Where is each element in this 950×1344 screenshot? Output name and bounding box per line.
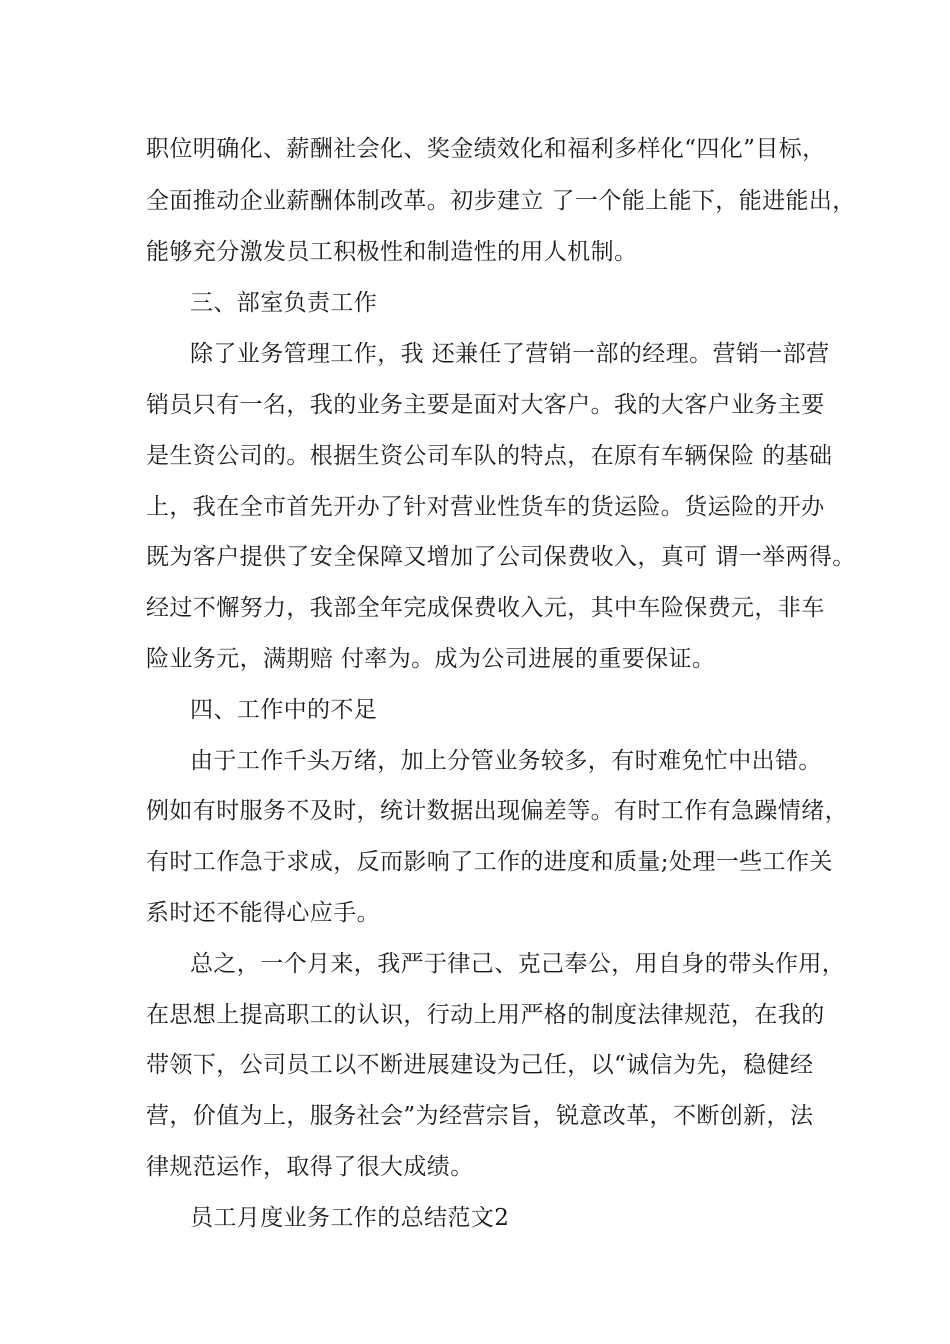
body-line: 有时工作急于求成，反而影响了工作的进度和质量;处理一些工作关 <box>146 849 833 875</box>
body-line: 例如有时服务不及时，统计数据出现偏差等。有时工作有急躁情绪， <box>146 798 848 824</box>
body-line: 险业务元，满期赔 付率为。成为公司进展的重要保证。 <box>146 646 716 672</box>
body-line: 经过不懈努力，我部全年完成保费收入元，其中车险保费元，非车 <box>146 595 825 621</box>
section-heading-3: 三、部室负责工作 <box>190 290 378 316</box>
body-line: 系时还不能得心应手。 <box>146 900 380 926</box>
section-heading-4: 四、工作中的不足 <box>190 697 378 723</box>
body-line: 营，价值为上，服务社会”为经营宗旨，锐意改革，不断创新，法 <box>146 1103 814 1129</box>
body-line: 既为客户提供了安全保障又增加了公司保费收入，真可 谓一举两得。 <box>146 544 856 570</box>
body-line: 销员只有一名，我的业务主要是面对大客户。我的大客户业务主要 <box>146 392 825 418</box>
body-line: 上，我在全市首先开办了针对营业性货车的货运险。货运险的开办 <box>146 494 825 520</box>
body-line: 在思想上提高职工的认识，行动上用严格的制度法律规范，在我的 <box>146 1002 825 1028</box>
body-line: 职位明确化、薪酬社会化、奖金绩效化和福利多样化“四化”目标， <box>146 136 826 162</box>
body-line: 由于工作千头万绪，加上分管业务较多，有时难免忙中出错。 <box>190 748 822 774</box>
document-subtitle: 员工月度业务工作的总结范文2 <box>190 1205 510 1231</box>
body-line: 带领下，公司员工以不断进展建设为己任，以“诚信为先，稳健经 <box>146 1052 814 1078</box>
body-line: 全面推动企业薪酬体制改革。初步建立 了一个能上能下，能进能出， <box>146 188 856 214</box>
body-line: 律规范运作，取得了很大成绩。 <box>146 1154 474 1180</box>
body-line: 除了业务管理工作，我 还兼任了营销一部的经理。营销一部营 <box>190 341 830 367</box>
body-line: 是生资公司的。根据生资公司车队的特点，在原有车辆保险 的基础 <box>146 443 833 469</box>
body-line: 总之，一个月来，我严于律己、克己奉公，用自身的带头作用， <box>190 951 846 977</box>
body-line: 能够充分激发员工积极性和制造性的用人机制。 <box>146 239 638 265</box>
